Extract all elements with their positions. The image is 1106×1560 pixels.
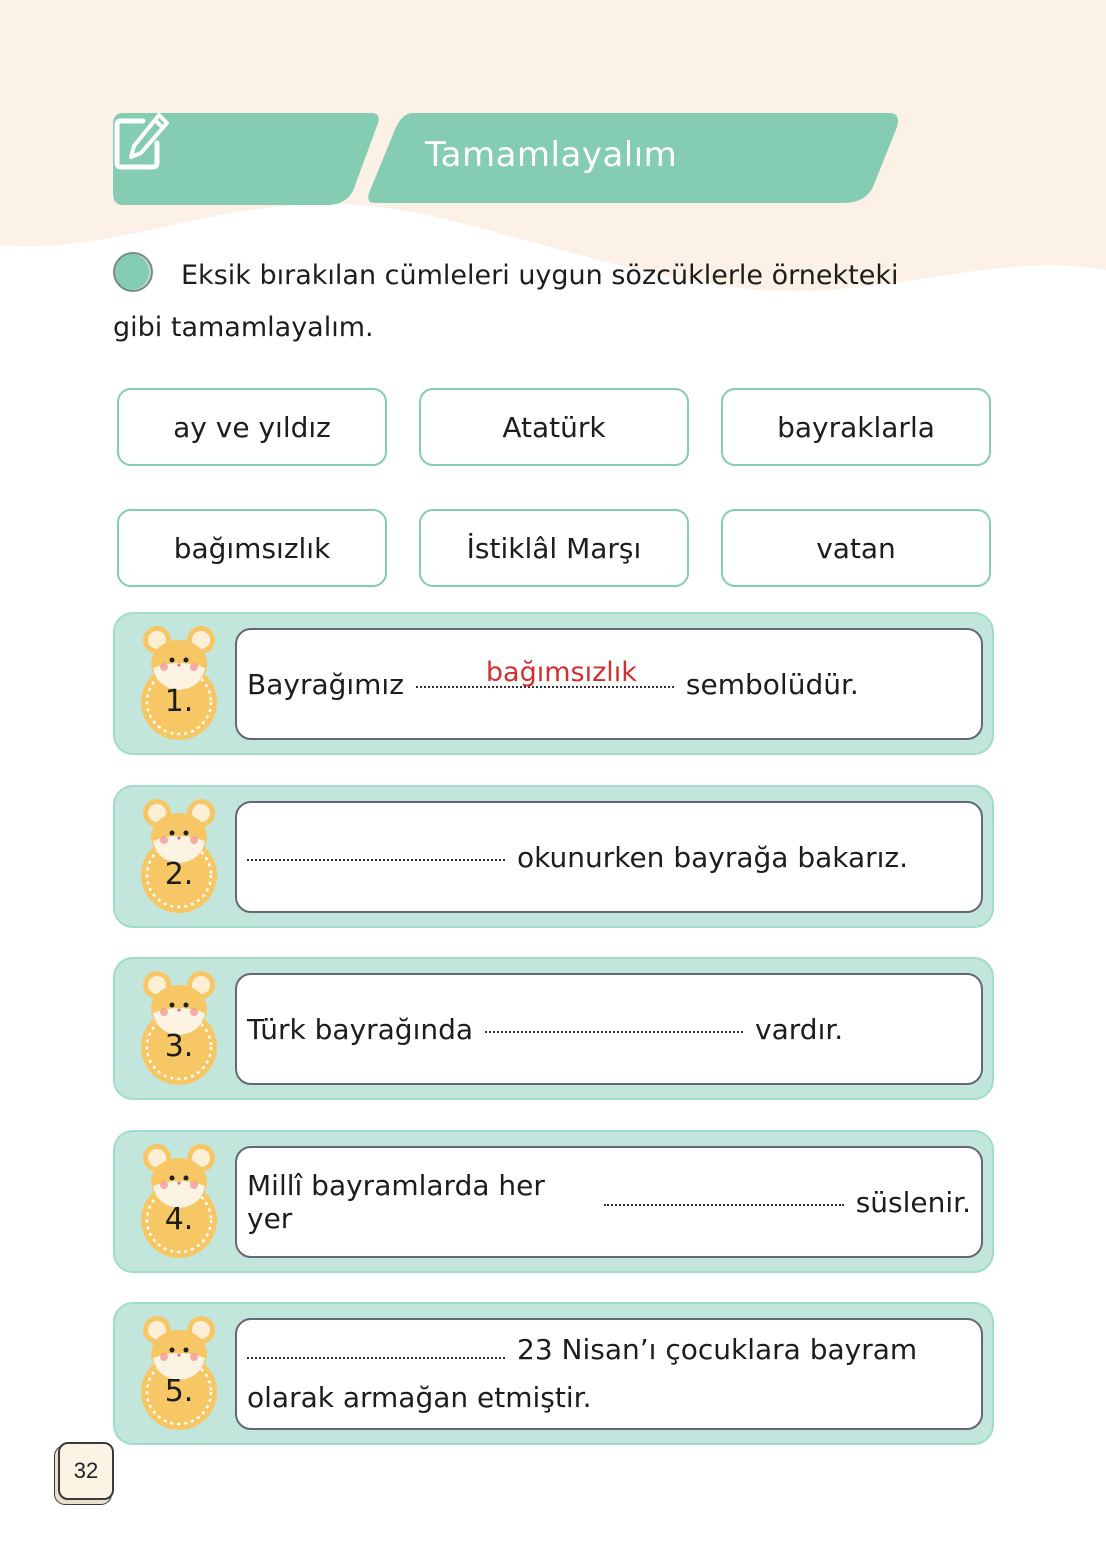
- sentence-text: Bayrağımız: [247, 667, 404, 701]
- word-box: [721, 388, 991, 466]
- word-label: Atatürk: [502, 410, 606, 444]
- sentence-text: süslenir.: [855, 1185, 971, 1219]
- word-box: [117, 509, 387, 587]
- sentence-box: [235, 1318, 983, 1430]
- page-title: Tamamlayalım: [425, 135, 678, 175]
- answer-blank[interactable]: [485, 1025, 743, 1033]
- answer-blank[interactable]: [604, 1198, 844, 1206]
- word-box: [419, 388, 689, 466]
- question-card-3: [113, 957, 994, 1100]
- mouse-mascot-icon: [135, 797, 223, 915]
- question-card-4: [113, 1130, 994, 1273]
- mouse-mascot-icon: [135, 1314, 223, 1432]
- question-number: 3.: [164, 1029, 194, 1064]
- question-number: 5.: [164, 1374, 194, 1409]
- word-box: [419, 509, 689, 587]
- sentence-text: Türk bayrağında: [247, 1012, 474, 1046]
- question-number: 4.: [164, 1202, 194, 1237]
- question-card-2: [113, 785, 994, 928]
- mouse-mascot-icon: [135, 624, 223, 742]
- word-box: [721, 509, 991, 587]
- word-label: vatan: [816, 531, 896, 565]
- page-number: 32: [58, 1442, 114, 1500]
- mouse-mascot-icon: [135, 969, 223, 1087]
- word-label: bağımsızlık: [173, 531, 331, 565]
- answer-text: bağımsızlık: [485, 657, 637, 688]
- sentence-box: [235, 628, 983, 740]
- question-card-1: [113, 612, 994, 755]
- word-label: bayraklarla: [777, 410, 935, 444]
- bullet-icon: [113, 252, 153, 292]
- question-number: 2.: [164, 857, 194, 892]
- answer-blank[interactable]: [416, 657, 674, 688]
- sentence-line-2: olarak armağan etmiştir.: [247, 1381, 592, 1414]
- word-label: İstiklâl Marşı: [466, 531, 642, 565]
- sentence-text: vardır.: [755, 1012, 844, 1046]
- sentence-box: [235, 801, 983, 913]
- sentence-box: [235, 973, 983, 1085]
- instruction: [113, 250, 953, 354]
- word-label: ay ve yıldız: [173, 410, 331, 444]
- sentence-text: Millî bayramlarda her yer: [247, 1169, 545, 1235]
- sentence-line-1: [247, 1326, 917, 1374]
- sentence-text: sembolüdür.: [685, 667, 859, 701]
- answer-blank[interactable]: [247, 1351, 505, 1359]
- instruction-text: Eksik bırakılan cümleleri uygun sözcüklerle örnekteki gibi tamamlayalım.: [113, 260, 899, 343]
- mouse-mascot-icon: [135, 1142, 223, 1260]
- sentence-text: 23 Nisan’ı çocuklara bayram: [517, 1333, 918, 1366]
- edit-icon: [113, 113, 171, 171]
- question-card-5: [113, 1302, 994, 1445]
- question-number: 1.: [164, 684, 194, 719]
- sentence-text: okunurken bayrağa bakarız.: [517, 840, 909, 874]
- answer-blank[interactable]: [247, 853, 505, 861]
- word-box: [117, 388, 387, 466]
- sentence-box: [235, 1146, 983, 1258]
- section-header: [113, 113, 903, 205]
